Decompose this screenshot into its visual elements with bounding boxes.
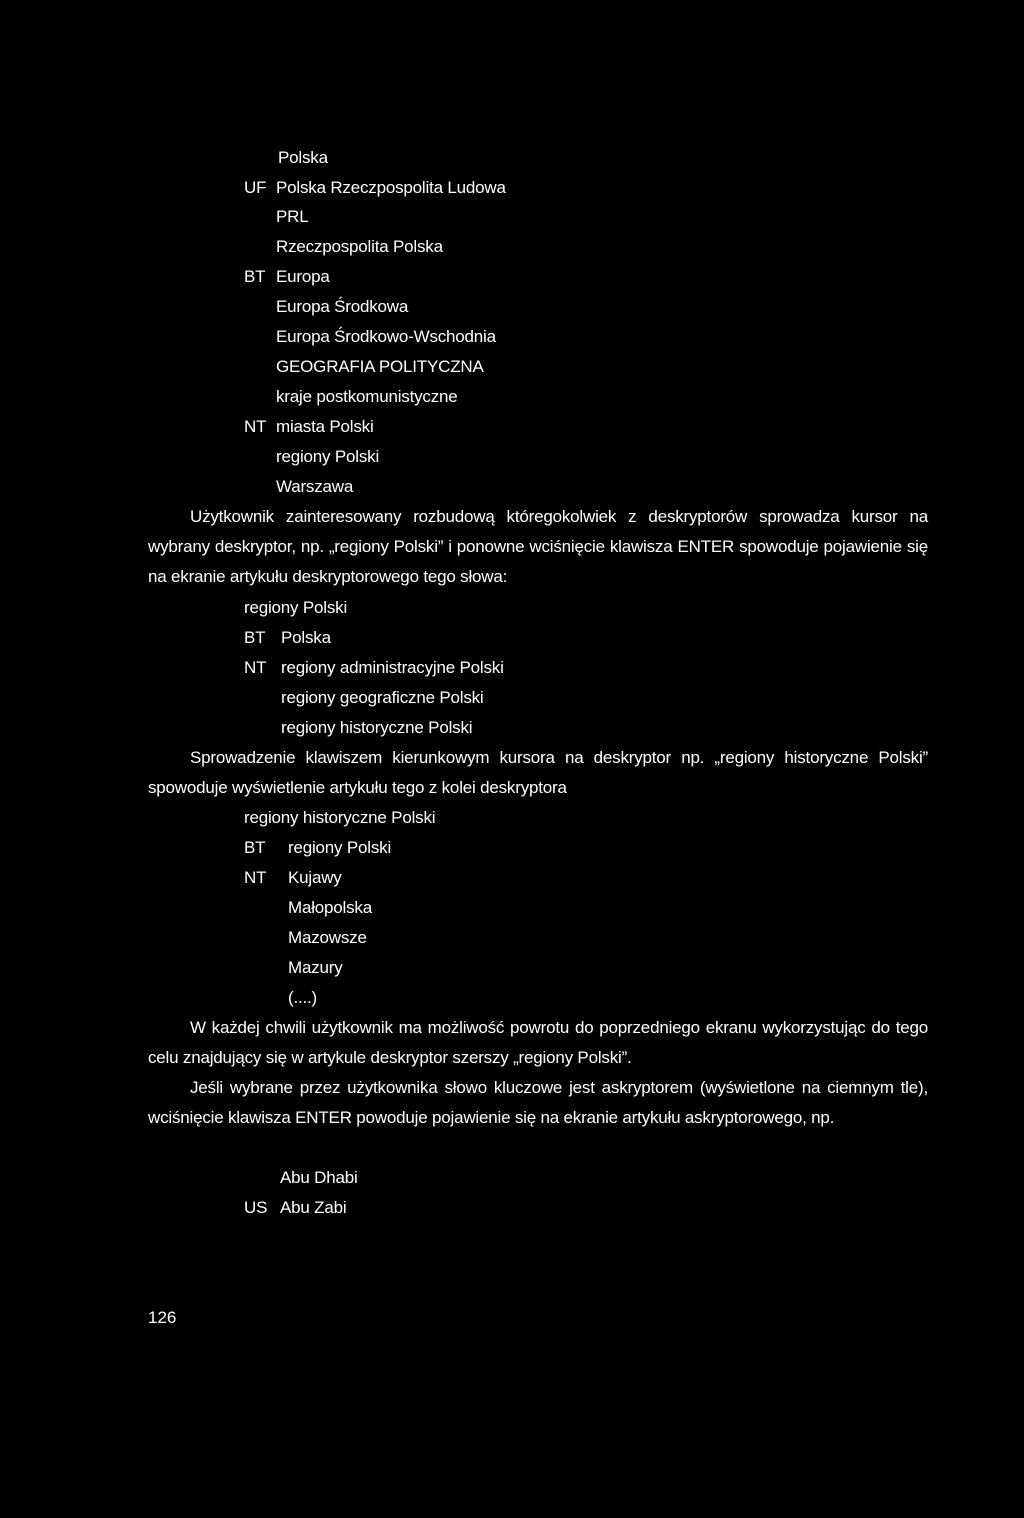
entry-term-abu-dhabi: Abu Dhabi <box>280 1168 358 1187</box>
us-label: US <box>244 1198 268 1217</box>
entry-term-regiony-polski: regiony Polski <box>244 598 348 617</box>
uf-term: Polska Rzeczpospolita Ludowa <box>276 178 506 197</box>
nt-label: NT <box>244 417 267 436</box>
bt-term: Europa Środkowo-Wschodnia <box>276 327 496 346</box>
nt-term: Warszawa <box>276 477 354 496</box>
paragraph-3: W każdej chwili użytkownik ma możliwość powrotu do poprzedniego ekranu wykorzystując do tego celu znajdujący się w artykule deskryptor szerszy „regiony Polski”. <box>148 1018 928 1067</box>
bt-label: BT <box>244 267 266 286</box>
nt-label: NT <box>244 868 267 887</box>
entry-term-regiony-historyczne-polski: regiony historyczne Polski <box>244 808 436 827</box>
paragraph-4: Jeśli wybrane przez użytkownika słowo kluczowe jest askryptorem (wyświetlone na ciemnym tle), wciśnięcie klawisza ENTER powoduje pojawienie się na ekranie artykułu askryptorowego, np. <box>148 1078 928 1127</box>
nt-term: (....) <box>288 988 318 1007</box>
nt-term: regiony administracyjne Polski <box>281 658 504 677</box>
nt-term: regiony geograficzne Polski <box>281 688 484 707</box>
uf-label: UF <box>244 178 267 197</box>
nt-term: regiony historyczne Polski <box>281 718 473 737</box>
nt-term: Mazury <box>288 958 343 977</box>
entry-term-polska: Polska <box>278 148 328 167</box>
bt-label: BT <box>244 838 266 857</box>
page-number: 126 <box>148 1308 177 1327</box>
bt-term: Europa Środkowa <box>276 297 409 316</box>
uf-term: PRL <box>276 207 309 226</box>
bt-term: regiony Polski <box>288 838 392 857</box>
nt-term: Kujawy <box>288 868 342 887</box>
nt-term: regiony Polski <box>276 447 380 466</box>
nt-label: NT <box>244 658 267 677</box>
bt-term: kraje postkomunistyczne <box>276 387 458 406</box>
nt-term: miasta Polski <box>276 417 374 436</box>
us-term: Abu Zabi <box>280 1198 347 1217</box>
bt-label: BT <box>244 628 266 647</box>
paragraph-2: Sprowadzenie klawiszem kierunkowym kursora na deskryptor np. „regiony historyczne Polski” spowoduje wyświetlenie artykułu tego z kolei deskryptora <box>148 748 928 797</box>
bt-term: GEOGRAFIA POLITYCZNA <box>276 357 484 376</box>
bt-term: Europa <box>276 267 330 286</box>
bt-term: Polska <box>281 628 331 647</box>
nt-term: Mazowsze <box>288 928 367 947</box>
nt-term: Małopolska <box>288 898 372 917</box>
paragraph-1: Użytkownik zainteresowany rozbudową któregokolwiek z deskryptorów sprowadza kursor na wybrany deskryptor, np. „regiony Polski” i ponowne wciśnięcie klawisza ENTER spowoduje pojawienie się na ekranie artykułu deskryptorowego tego słowa: <box>148 507 928 586</box>
uf-term: Rzeczpospolita Polska <box>276 237 443 256</box>
